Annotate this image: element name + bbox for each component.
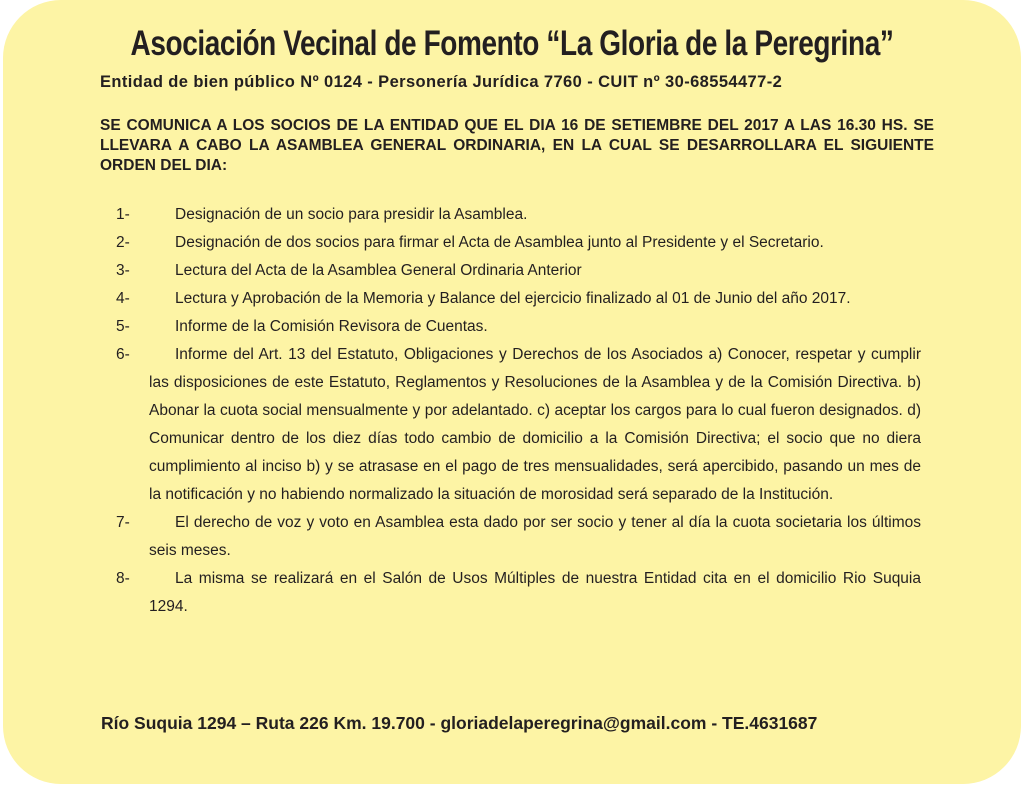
agenda-item-text: Informe de la Comisión Revisora de Cuentas. xyxy=(175,318,488,335)
agenda-item-text: Lectura y Aprobación de la Memoria y Balance del ejercicio finalizado al 01 de Junio del año 2017. xyxy=(175,290,851,307)
agenda-item xyxy=(116,565,921,621)
organization-subtitle: Entidad de bien público Nº 0124 - Personería Jurídica 7760 - CUIT nº 30-68554477-2 xyxy=(100,73,783,91)
agenda-item-number: 5- xyxy=(116,318,130,335)
agenda-item-text: Designación de dos socios para firmar el Acta de Asamblea junto al Presidente y el Secretario. xyxy=(175,234,824,251)
agenda-item xyxy=(116,201,921,229)
agenda-item-text: El derecho de voz y voto en Asamblea esta dado por ser socio y tener al día la cuota societaria los últimos seis meses. xyxy=(149,514,921,559)
agenda-item-number: 1- xyxy=(116,206,130,223)
organization-title: Asociación Vecinal de Fomento “La Gloria de la Peregrina” xyxy=(130,24,894,63)
agenda-item-text: La misma se realizará en el Salón de Usos Múltiples de nuestra Entidad cita en el domicilio Rio Suquia 1294. xyxy=(149,570,921,615)
agenda-item-number: 2- xyxy=(116,234,130,251)
agenda-item-number: 8- xyxy=(116,570,130,587)
agenda-item-number: 3- xyxy=(116,262,130,279)
agenda-item-text: Lectura del Acta de la Asamblea General Ordinaria Anterior xyxy=(175,262,582,279)
contact-footer: Río Suquia 1294 – Ruta 226 Km. 19.700 - gloriadelaperegrina@gmail.com - TE.4631687 xyxy=(101,713,818,733)
notice-card xyxy=(3,0,1021,784)
agenda-item-number: 6- xyxy=(116,346,130,363)
agenda-item-text: Designación de un socio para presidir la Asamblea. xyxy=(175,206,528,223)
agenda-item xyxy=(116,313,921,341)
agenda-item xyxy=(116,341,921,509)
agenda-item-number: 7- xyxy=(116,514,130,531)
assembly-notice: SE COMUNICA A LOS SOCIOS DE LA ENTIDAD QUE EL DIA 16 DE SETIEMBRE DEL 2017 A LAS 16.30 HS. SE LLEVARA A CABO LA ASAMBLEA GENERAL ORDINARIA, EN LA CUAL SE DESARROLLARA EL SIGUIENTE ORDEN DEL DIA: xyxy=(100,117,934,174)
agenda-item-text: Informe del Art. 13 del Estatuto, Obligaciones y Derechos de los Asociados a) Conocer, respetar y cumplir las disposiciones de este Estatuto, Reglamentos y Resoluciones de la Asamblea y de la Comisión Directiva. b) Abonar la cuota social mensualmente y por adelantado. c) aceptar los cargos para lo cual fueron designados. d) Comunicar dentro de los diez días todo cambio de domicilio a la Comisión Directiva; el socio que no diera cumplimiento al inciso b) y se atrasase en el pago de tres mensualidades, será apercibido, pasando un mes de la notificación y no habiendo normalizado la situación de morosidad será separado de la Institución. xyxy=(149,346,921,503)
agenda-item xyxy=(116,257,921,285)
agenda-item xyxy=(116,509,921,565)
agenda-item-number: 4- xyxy=(116,290,130,307)
agenda-item xyxy=(116,285,921,313)
agenda-list xyxy=(116,201,921,621)
agenda-item xyxy=(116,229,921,257)
